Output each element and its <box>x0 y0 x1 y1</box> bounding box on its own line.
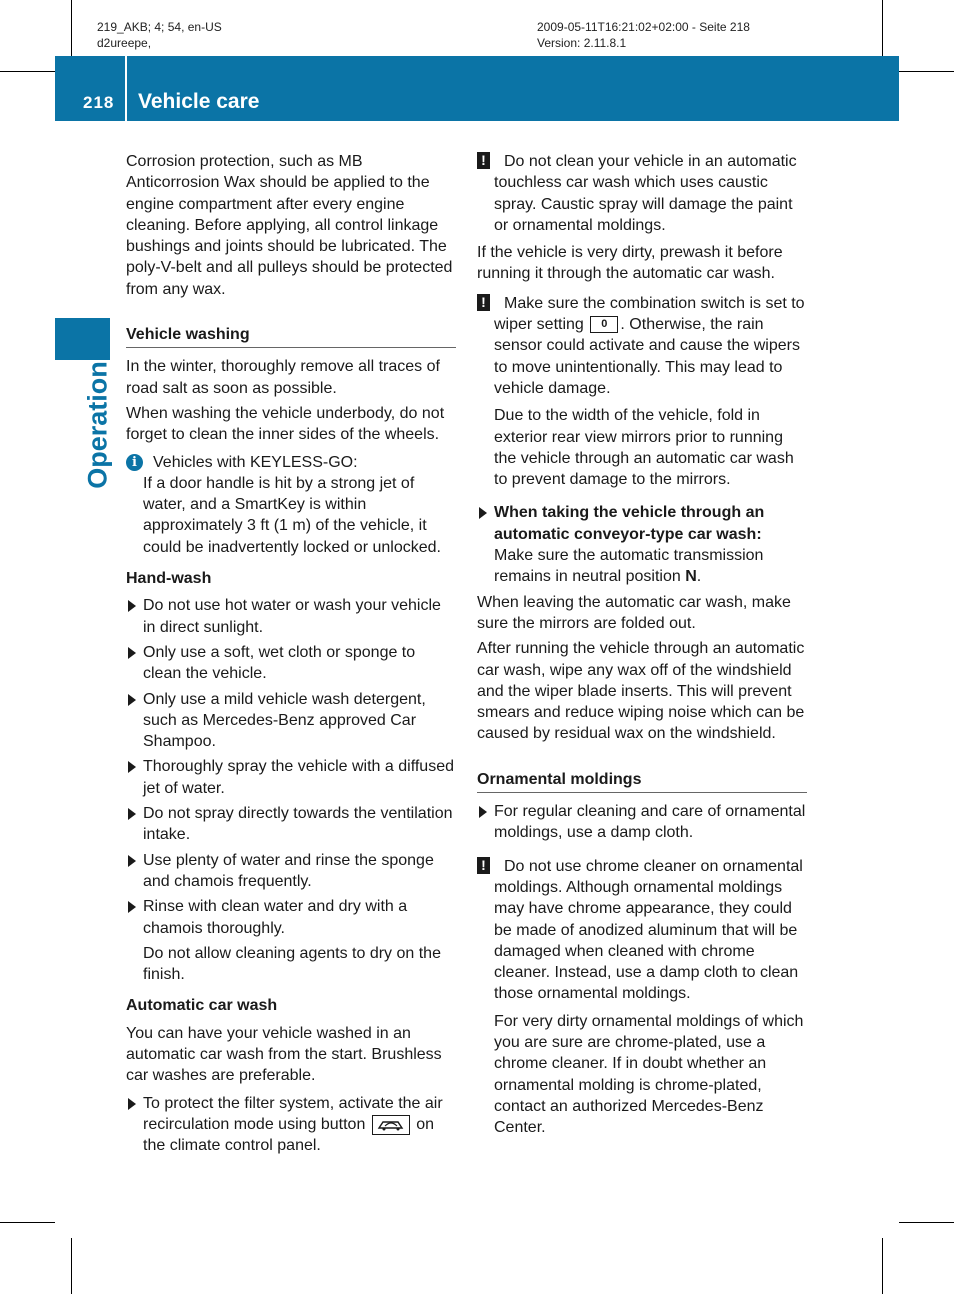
list-item <box>126 756 456 799</box>
leaving-paragraph: When leaving the automatic car wash, make sure the mirrors are folded out. <box>477 593 791 632</box>
chrome-note: For very dirty ornamental moldings of which you are sure are chrome-plated, use a chrome cleaner. If in doubt whether an ornamental molding is chrome-plated, contact an authorized Mercedes-Benz Center. <box>494 1012 804 1137</box>
header-divider <box>125 56 127 121</box>
list-item <box>126 642 456 685</box>
triangle-bullet-icon <box>128 808 136 820</box>
list-item-text: Rinse with clean water and dry with a chamois thoroughly. <box>143 898 408 937</box>
mirror-note: Due to the width of the vehicle, fold in exterior rear view mirrors prior to running the vehicle through an automatic car wash to prevent damage to the mirrors. <box>494 407 794 489</box>
air-recirculation-icon <box>372 1115 410 1135</box>
list-item <box>477 502 807 545</box>
handwash-note: Do not allow cleaning agents to dry on the finish. <box>143 944 441 984</box>
crop-mark <box>882 0 883 56</box>
prewash-paragraph: If the vehicle is very dirty, prewash it before running it through the automatic car wash. <box>477 244 783 283</box>
meta-line: d2ureepe, <box>97 36 152 50</box>
list-item-text: Do not use hot water or wash your vehicle in direct sunlight. <box>143 597 441 636</box>
list-item-text: Do not spray directly towards the ventilation intake. <box>143 805 453 844</box>
winter-paragraph: In the winter, thoroughly remove all traces of road salt as soon as possible. <box>126 358 440 397</box>
list-item-text: For regular cleaning and care of ornamental moldings, use a damp cloth. <box>494 803 806 842</box>
gear-position: N <box>685 568 697 586</box>
conveyor-text: Make sure the automatic transmission remains in neutral position <box>494 547 764 586</box>
vehicle-washing-heading: Vehicle washing <box>126 324 456 348</box>
warning-text: Do not clean your vehicle in an automatic touchless car wash which uses caustic spray. Caustic spray will damage the paint or ornamental moldings. <box>494 153 797 234</box>
page-title: Vehicle care <box>138 90 260 113</box>
list-item <box>126 850 456 893</box>
list-item <box>126 595 456 638</box>
info-icon: i <box>126 454 143 471</box>
crop-mark <box>0 71 55 72</box>
right-column <box>477 151 807 1142</box>
list-item <box>126 689 456 753</box>
warning-text: . Otherwise, the rain sensor could activate and cause the wipers to move unintentionally. This may lead to vehicle damage. <box>494 316 800 397</box>
list-item-text: Thoroughly spray the vehicle with a diffused jet of water. <box>143 758 454 797</box>
exclamation-icon: ! <box>477 152 490 169</box>
crop-mark <box>0 1222 55 1223</box>
triangle-bullet-icon <box>128 694 136 706</box>
crop-mark <box>899 71 954 72</box>
warning-note <box>477 293 807 399</box>
list-item-text: When taking the vehicle through an automatic conveyor-type car wash: <box>494 504 765 543</box>
print-meta-right <box>537 19 750 51</box>
wiper-setting-key: 0 <box>590 316 618 333</box>
conveyor-instruction <box>477 545 807 588</box>
info-body: If a door handle is hit by a strong jet of water, and a SmartKey is within approximately 3 ft (1 m) of the vehicle, it could be inadvertently locked or unlocked. <box>143 474 441 556</box>
conveyor-text: . <box>696 568 702 586</box>
list-item <box>126 803 456 846</box>
list-item <box>477 801 807 844</box>
list-item-text: Use plenty of water and rinse the sponge and chamois frequently. <box>143 851 434 890</box>
warning-text: Do not use chrome cleaner on ornamental moldings. Although ornamental moldings may have chrome appearance, they could be made of anodized aluminum that will be damaged when cleaned with chrome cleaner. Instead, use a damp cloth to clean those ornamental moldings. <box>494 857 803 1003</box>
side-tab <box>55 318 110 360</box>
meta-line: 219_AKB; 4; 54, en-US <box>97 20 222 34</box>
list-item-text: Only use a soft, wet cloth or sponge to clean the vehicle. <box>143 643 416 683</box>
exclamation-icon: ! <box>477 294 490 311</box>
left-column <box>126 151 456 1160</box>
automatic-wash-heading: Automatic car wash <box>126 997 278 1015</box>
intro-paragraph: Corrosion protection, such as MB Anticorrosion Wax should be applied to the engine compartment after every engine cleaning. Before applying, all control linkage bushings and joints should be lubricated. The poly-V-belt and all pulleys should be protected from any wax. <box>126 153 453 298</box>
info-note <box>126 452 456 558</box>
triangle-bullet-icon <box>479 507 487 519</box>
meta-line: 2009-05-11T16:21:02+02:00 - Seite 218 <box>537 20 750 34</box>
crop-mark <box>71 1238 72 1294</box>
exclamation-icon: ! <box>477 857 490 874</box>
after-wash-paragraph: After running the vehicle through an automatic car wash, wipe any wax off of the windshield and the wiper blade inserts. This will prevent smears and reduce wiping noise which can be caused by residual wax on the windshield. <box>477 640 805 743</box>
page-number: 218 <box>83 93 115 112</box>
triangle-bullet-icon <box>128 901 136 913</box>
side-chapter-label: Operation <box>82 361 113 489</box>
triangle-bullet-icon <box>479 806 487 818</box>
info-lead: Vehicles with KEYLESS-GO: <box>153 453 358 471</box>
ornamental-heading: Ornamental moldings <box>477 769 807 793</box>
list-item-text: on the climate control panel. <box>143 1115 435 1155</box>
triangle-bullet-icon <box>128 600 136 612</box>
crop-mark <box>882 1238 883 1294</box>
triangle-bullet-icon <box>128 855 136 867</box>
meta-line: Version: 2.11.8.1 <box>537 36 627 50</box>
triangle-bullet-icon <box>128 761 136 773</box>
warning-text: Make sure the combination switch is set to wiper setting <box>494 294 805 334</box>
crop-mark <box>71 0 72 56</box>
handwash-heading: Hand-wash <box>126 570 212 588</box>
triangle-bullet-icon <box>128 1098 136 1110</box>
triangle-bullet-icon <box>128 647 136 659</box>
list-item <box>126 896 456 939</box>
list-item-text: Only use a mild vehicle wash detergent, such as Mercedes-Benz approved Car Shampoo. <box>143 690 426 751</box>
warning-note <box>477 856 807 1005</box>
crop-mark <box>899 1222 954 1223</box>
automatic-wash-paragraph: You can have your vehicle washed in an automatic car wash from the start. Brushless car washes are preferable. <box>126 1024 442 1085</box>
warning-note <box>477 151 807 236</box>
list-item <box>126 1093 456 1157</box>
print-meta-left <box>97 19 222 51</box>
list-item-text: To protect the filter system, activate the air recirculation mode using button <box>143 1094 443 1133</box>
underbody-paragraph: When washing the vehicle underbody, do not forget to clean the inner sides of the wheels. <box>126 404 445 444</box>
